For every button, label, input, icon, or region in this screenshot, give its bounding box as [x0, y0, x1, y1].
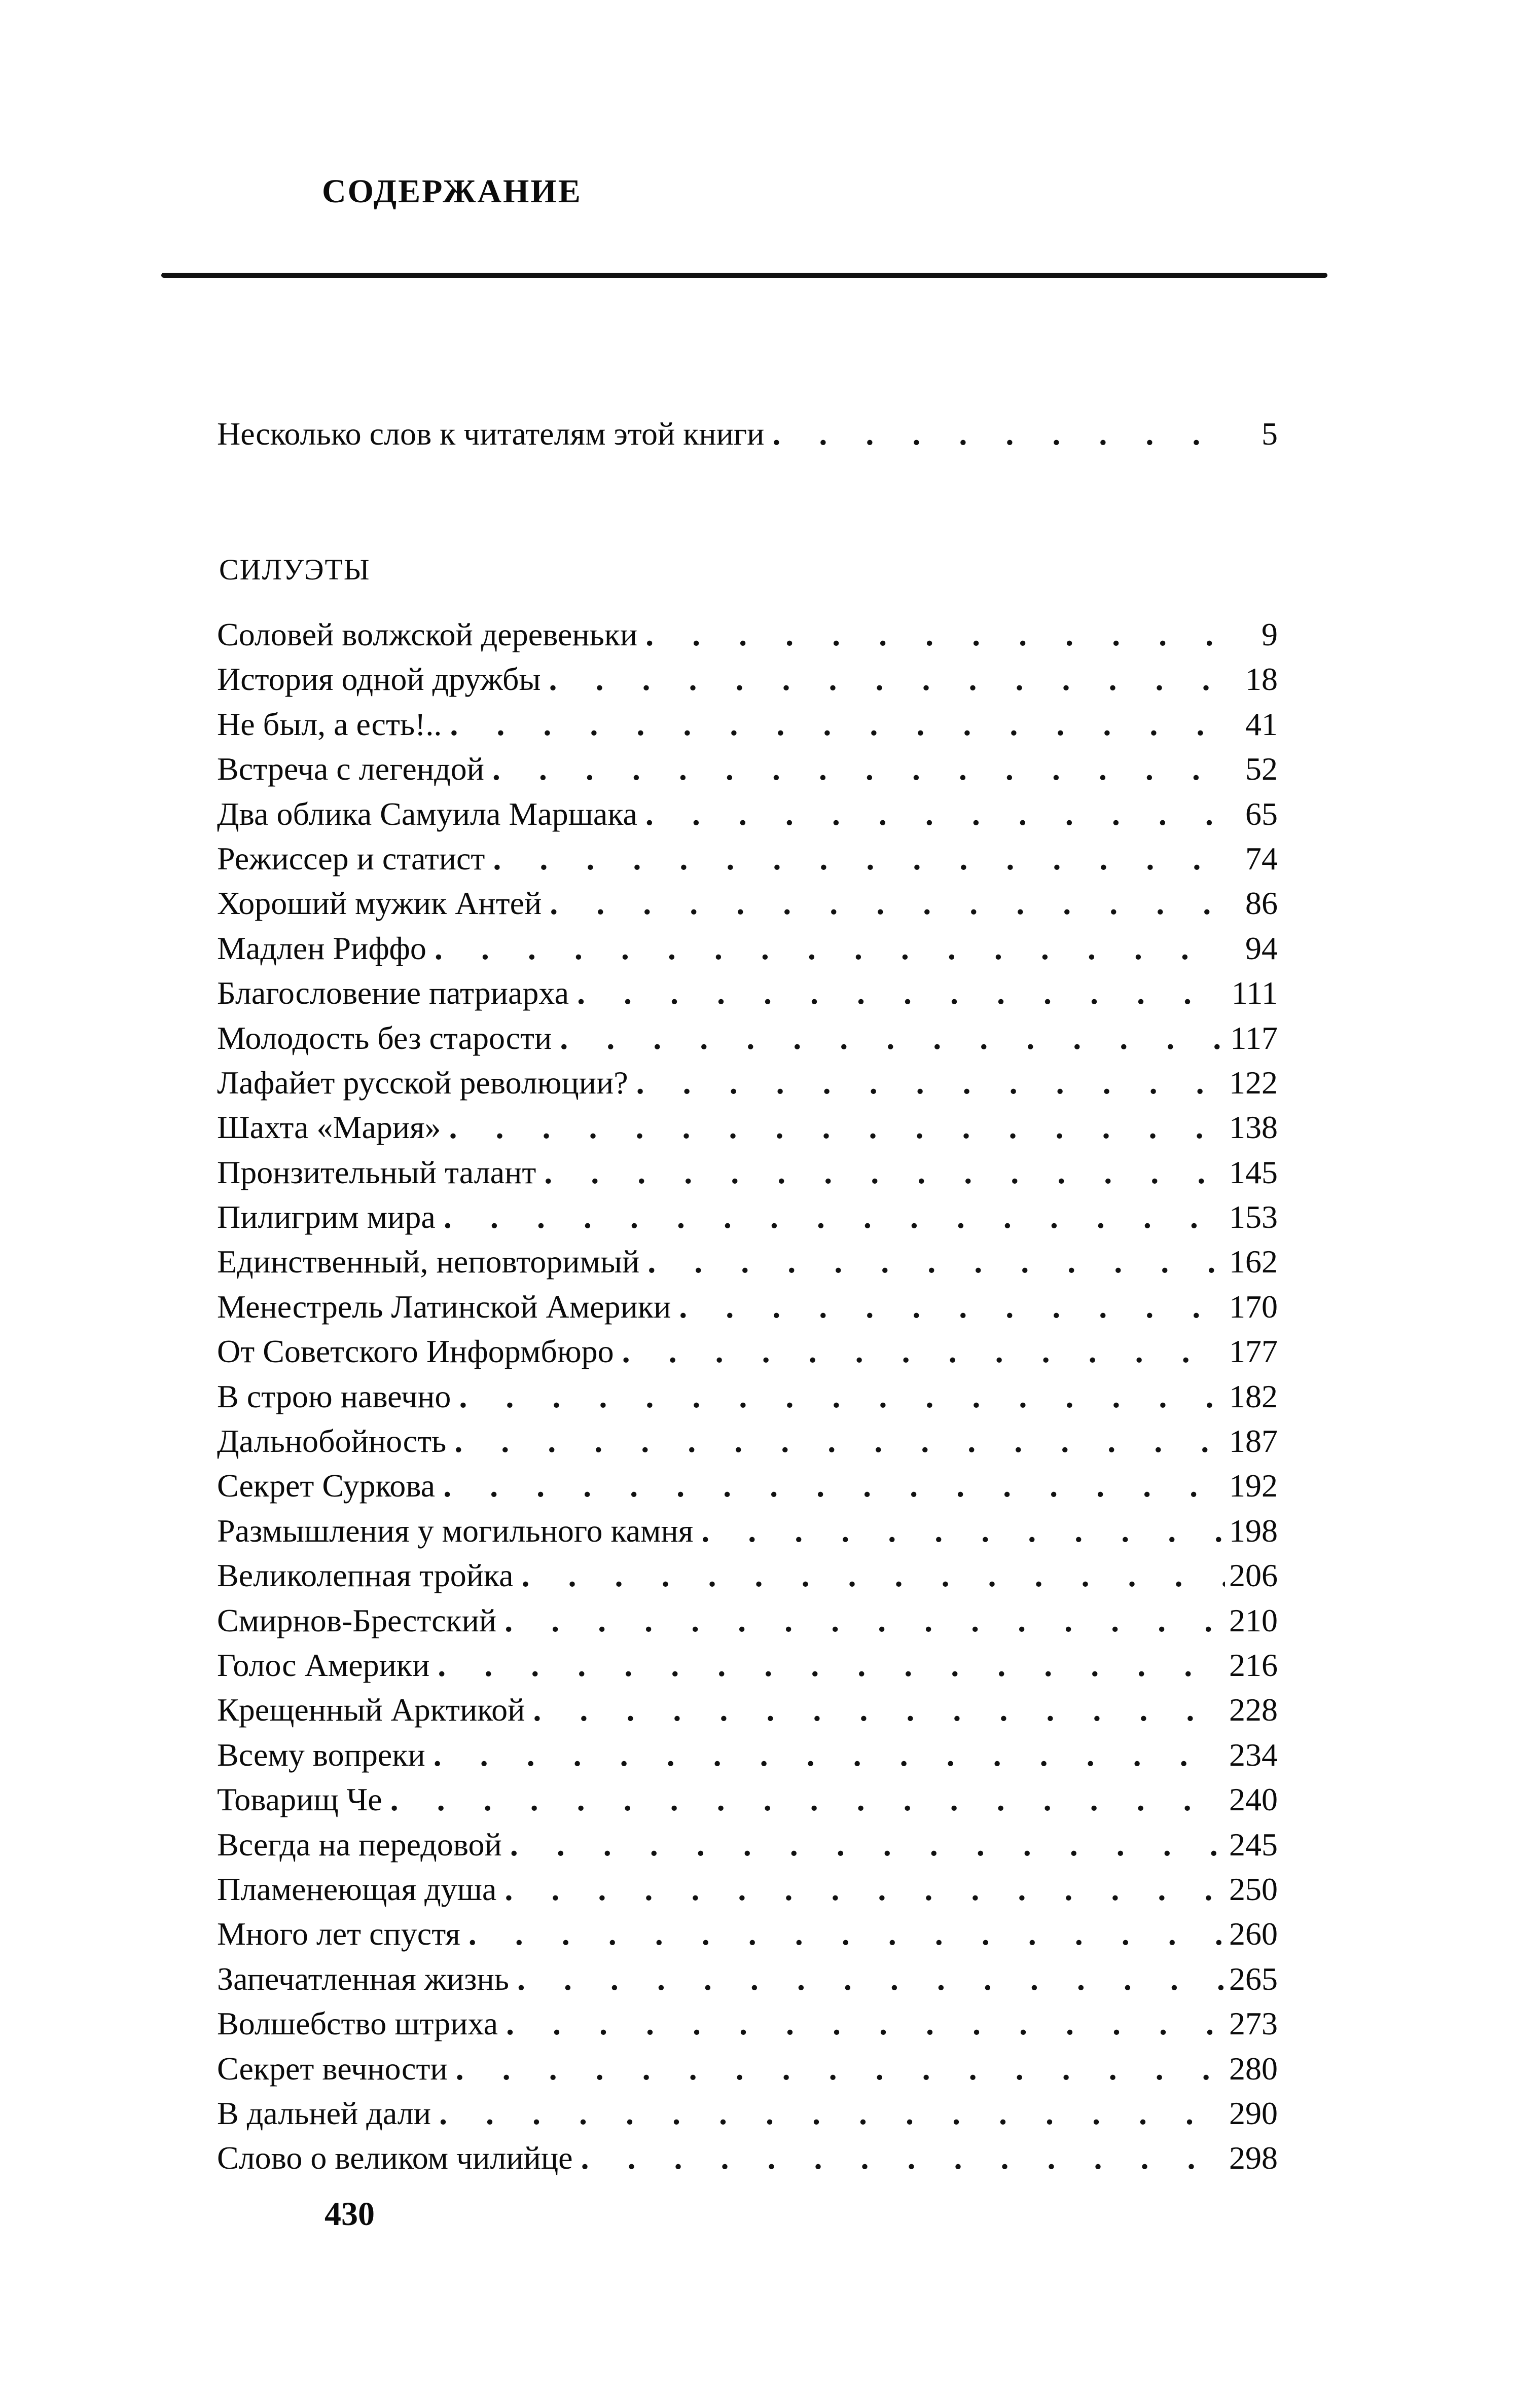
entry-page: 41	[1245, 706, 1278, 742]
dot-leader	[772, 412, 1225, 456]
entry-title: Несколько слов к читателям этой книги	[217, 416, 765, 452]
toc-row	[217, 1329, 1278, 1374]
entry-title: Секрет Суркова	[217, 1468, 436, 1504]
entry-page: 234	[1229, 1736, 1278, 1773]
entry-title: Два облика Самуила Маршака	[217, 795, 637, 832]
entry-page: 265	[1229, 1960, 1278, 1997]
entry-page: 250	[1229, 1871, 1278, 1907]
entry-page: 240	[1229, 1781, 1278, 1818]
entry-title: История одной дружбы	[217, 661, 541, 698]
dot-leader	[506, 2001, 1225, 2046]
toc-row	[217, 1867, 1278, 1912]
toc-row	[217, 702, 1278, 747]
toc-row	[217, 1822, 1278, 1867]
toc-row	[217, 412, 1278, 457]
toc-row	[217, 1374, 1278, 1419]
contents-heading: СОДЕРЖАНИЕ	[322, 173, 582, 210]
dot-leader	[549, 657, 1225, 702]
entry-title: В строю навечно	[217, 1378, 451, 1414]
heading-rule	[161, 273, 1327, 278]
toc-row	[217, 2001, 1278, 2046]
dot-leader	[581, 2136, 1226, 2180]
entry-title: Слово о великом чилийце	[217, 2140, 573, 2176]
entry-title: В дальней дали	[217, 2095, 431, 2131]
entry-page: 187	[1229, 1423, 1278, 1460]
dot-leader	[493, 836, 1225, 881]
toc-row	[217, 1598, 1278, 1643]
entry-page: 182	[1229, 1378, 1278, 1414]
entry-title: Молодость без старости	[217, 1019, 552, 1056]
dot-leader	[510, 1822, 1225, 1867]
toc-row	[217, 1239, 1278, 1284]
entry-page: 177	[1229, 1333, 1278, 1370]
toc-row	[217, 926, 1278, 971]
toc-row	[217, 1464, 1278, 1508]
entry-title: Секрет вечности	[217, 2050, 448, 2087]
entry-title: Всегда на передовой	[217, 1826, 502, 1863]
entry-page: 111	[1231, 975, 1278, 1011]
entry-title: Крещенный Арктикой	[217, 1692, 525, 1728]
entry-title: Пронзительный талант	[217, 1154, 536, 1190]
toc-row	[217, 1105, 1278, 1150]
dot-leader	[492, 747, 1225, 791]
toc-row	[217, 612, 1278, 657]
entry-page: 290	[1229, 2095, 1278, 2131]
entry-page: 74	[1245, 840, 1278, 877]
entry-title: Дальнобойность	[217, 1423, 447, 1460]
entry-title: Режиссер и статист	[217, 840, 485, 877]
toc-row	[217, 1957, 1278, 2001]
toc-row	[217, 836, 1278, 881]
entry-title: Встреча с легендой	[217, 751, 484, 787]
entry-page: 245	[1229, 1826, 1278, 1863]
entry-page: 210	[1229, 1602, 1278, 1638]
dot-leader	[444, 1195, 1225, 1239]
dot-leader	[459, 1374, 1225, 1419]
toc-row	[217, 1150, 1278, 1195]
toc-row	[217, 1733, 1278, 1777]
dot-leader	[439, 2091, 1225, 2136]
dot-leader	[450, 702, 1225, 747]
toc-row	[217, 2091, 1278, 2136]
dot-leader	[577, 971, 1225, 1015]
toc-row	[217, 1285, 1278, 1329]
entry-title: Волшебство штриха	[217, 2005, 498, 2042]
entry-page: 280	[1229, 2050, 1278, 2087]
toc-list	[217, 612, 1278, 2181]
toc-row	[217, 1777, 1278, 1822]
toc-row	[217, 2047, 1278, 2091]
entry-title: Размышления у могильного камня	[217, 1512, 694, 1549]
dot-leader	[550, 881, 1225, 926]
page-number: 430	[325, 2196, 375, 2233]
entry-page: 5	[1262, 416, 1278, 452]
entry-title: Смирнов-Брестский	[217, 1602, 497, 1638]
entry-page: 117	[1230, 1019, 1278, 1056]
toc-row	[217, 1061, 1278, 1105]
entry-title: Запечатленная жизнь	[217, 1960, 509, 1997]
entry-title: Великолепная тройка	[217, 1557, 514, 1594]
dot-leader	[645, 612, 1225, 657]
entry-title: Менестрель Латинской Америки	[217, 1288, 671, 1325]
dot-leader	[679, 1285, 1225, 1329]
entry-page: 86	[1245, 885, 1278, 922]
dot-leader	[434, 1733, 1225, 1777]
dot-leader	[622, 1329, 1225, 1374]
dot-leader	[544, 1150, 1225, 1195]
entry-title: Голос Америки	[217, 1647, 430, 1683]
entry-page: 260	[1229, 1916, 1278, 1952]
dot-leader	[443, 1464, 1225, 1508]
entry-page: 192	[1229, 1468, 1278, 1504]
toc-row	[217, 971, 1278, 1015]
entry-page: 216	[1229, 1647, 1278, 1683]
dot-leader	[560, 1016, 1225, 1061]
entry-page: 153	[1229, 1199, 1278, 1235]
entry-page: 206	[1229, 1557, 1278, 1594]
entry-title: Товарищ Че	[217, 1781, 382, 1818]
toc-row	[217, 2136, 1278, 2180]
dot-leader	[517, 1957, 1225, 2001]
dot-leader	[522, 1553, 1226, 1598]
entry-title: Много лет спустя	[217, 1916, 460, 1952]
toc-row	[217, 657, 1278, 702]
dot-leader	[438, 1643, 1225, 1688]
entry-title: Мадлен Риффо	[217, 930, 426, 966]
entry-page: 122	[1229, 1064, 1278, 1101]
section-title: СИЛУЭТЫ	[219, 553, 371, 586]
toc-row	[217, 1912, 1278, 1956]
dot-leader	[647, 1239, 1225, 1284]
entry-page: 9	[1262, 616, 1278, 652]
dot-leader	[456, 2047, 1225, 2091]
toc-row	[217, 1688, 1278, 1732]
dot-leader	[636, 1061, 1225, 1105]
entry-page: 162	[1229, 1244, 1278, 1280]
entry-page: 298	[1229, 2140, 1278, 2176]
entry-title: Не был, а есть!..	[217, 706, 442, 742]
entry-title: Всему вопреки	[217, 1736, 425, 1773]
toc-row	[217, 747, 1278, 791]
entry-title: Соловей волжской деревеньки	[217, 616, 638, 652]
dot-leader	[505, 1867, 1225, 1912]
dot-leader	[505, 1598, 1225, 1643]
dot-leader	[469, 1912, 1225, 1956]
dot-leader	[454, 1419, 1225, 1464]
entry-page: 273	[1229, 2005, 1278, 2042]
entry-title: Лафайет русской революции?	[217, 1064, 628, 1101]
dot-leader	[701, 1509, 1225, 1553]
toc-row	[217, 1016, 1278, 1061]
toc-row	[217, 1419, 1278, 1464]
entry-page: 228	[1229, 1692, 1278, 1728]
entry-page: 94	[1245, 930, 1278, 966]
dot-leader	[435, 926, 1225, 971]
dot-leader	[645, 792, 1225, 836]
dot-leader	[390, 1777, 1225, 1822]
entry-page: 52	[1245, 751, 1278, 787]
entry-title: Хороший мужик Антей	[217, 885, 542, 922]
intro-entry	[217, 412, 1278, 457]
entry-title: От Советского Информбюро	[217, 1333, 614, 1370]
entry-page: 198	[1229, 1512, 1278, 1549]
entry-title: Шахта «Мария»	[217, 1109, 441, 1146]
entry-page: 145	[1229, 1154, 1278, 1190]
dot-leader	[449, 1105, 1225, 1150]
toc-row	[217, 1195, 1278, 1239]
entry-page: 138	[1229, 1109, 1278, 1146]
dot-leader	[533, 1688, 1225, 1732]
toc-row	[217, 1553, 1278, 1598]
entry-page: 18	[1245, 661, 1278, 698]
entry-title: Пламенеющая душа	[217, 1871, 497, 1907]
entry-title: Пилигрим мира	[217, 1199, 436, 1235]
toc-row	[217, 1509, 1278, 1553]
entry-page: 170	[1229, 1288, 1278, 1325]
toc-row	[217, 1643, 1278, 1688]
entry-title: Благословение патриарха	[217, 975, 569, 1011]
toc-row	[217, 881, 1278, 926]
entry-page: 65	[1245, 795, 1278, 832]
entry-title: Единственный, неповторимый	[217, 1244, 640, 1280]
toc-row	[217, 792, 1278, 836]
